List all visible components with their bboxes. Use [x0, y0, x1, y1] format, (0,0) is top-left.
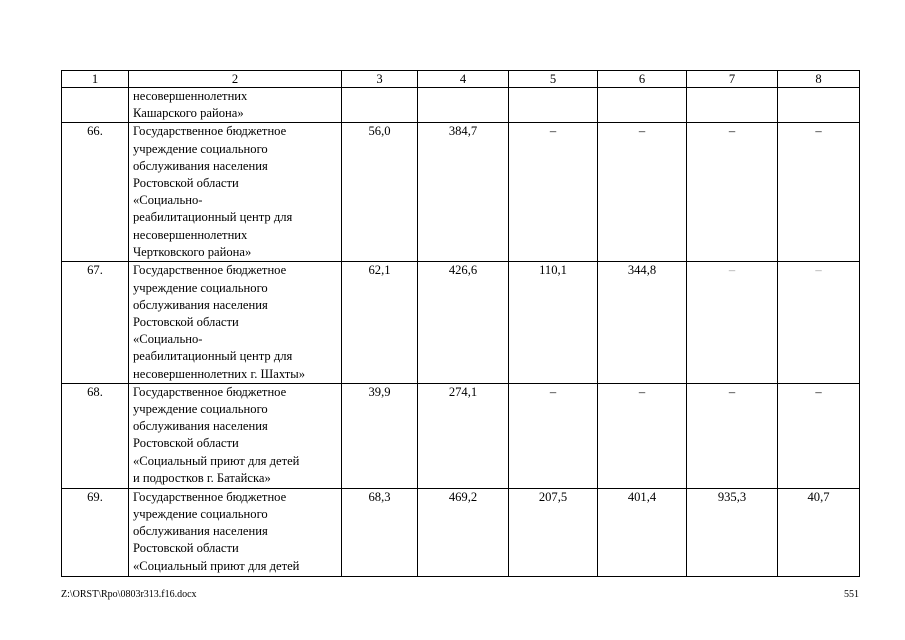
- name-line: Государственное бюджетное: [133, 489, 287, 504]
- value-col-3: 68,3: [342, 488, 418, 576]
- value-col-5: –: [509, 383, 598, 488]
- value-col-8: 40,7: [778, 488, 860, 576]
- value-col-4: 274,1: [418, 383, 509, 488]
- value-col-6: 344,8: [598, 262, 687, 383]
- data-table: [61, 70, 860, 577]
- name-line: несовершеннолетних: [133, 227, 248, 242]
- value-col-3: [342, 88, 418, 123]
- value-col-8: –: [778, 262, 860, 383]
- institution-name: [129, 262, 342, 383]
- name-line: обслуживания населения: [133, 419, 268, 434]
- table-header-row: [62, 71, 860, 88]
- name-line: обслуживания населения: [133, 158, 268, 173]
- name-line: Государственное бюджетное: [133, 124, 287, 139]
- name-line: учреждение социального: [133, 507, 268, 522]
- header-cell-1: 1: [62, 71, 129, 88]
- value-col-3: 39,9: [342, 383, 418, 488]
- header-cell-3: 3: [342, 71, 418, 88]
- institution-name: [129, 123, 342, 262]
- table-row-67: [62, 262, 860, 383]
- value-col-4: 469,2: [418, 488, 509, 576]
- name-line: Ростовской области: [133, 541, 239, 556]
- institution-name: [129, 88, 342, 123]
- value-col-3: 56,0: [342, 123, 418, 262]
- name-line: несовершеннолетних: [133, 89, 248, 103]
- row-number: 68.: [62, 383, 129, 488]
- table-row-68: [62, 383, 860, 488]
- value-col-6: –: [598, 123, 687, 262]
- value-col-7: –: [687, 123, 778, 262]
- header-cell-6: 6: [598, 71, 687, 88]
- institution-name: [129, 383, 342, 488]
- name-line: учреждение социального: [133, 280, 268, 295]
- name-line: «Социально-: [133, 332, 203, 347]
- name-line: Ростовской области: [133, 315, 239, 330]
- value-col-4: 384,7: [418, 123, 509, 262]
- name-line: и подростков г. Батайска»: [133, 470, 271, 485]
- value-col-5: 110,1: [509, 262, 598, 383]
- row-number: 69.: [62, 488, 129, 576]
- name-line: несовершеннолетних г. Шахты»: [133, 366, 306, 381]
- name-line: Кашарского района»: [133, 106, 244, 121]
- value-col-5: 207,5: [509, 488, 598, 576]
- value-col-4: 426,6: [418, 262, 509, 383]
- table-row-69: [62, 488, 860, 576]
- name-line: учреждение социального: [133, 141, 268, 156]
- name-line: учреждение социального: [133, 402, 268, 417]
- name-line: реабилитационный центр для: [133, 210, 293, 225]
- name-line: Государственное бюджетное: [133, 384, 287, 399]
- row-number: [62, 88, 129, 123]
- value-col-7: –: [687, 262, 778, 383]
- table-row-66: [62, 123, 860, 262]
- footer-page-number: 551: [844, 589, 859, 600]
- value-col-8: –: [778, 383, 860, 488]
- value-col-8: –: [778, 123, 860, 262]
- footer-file-path: Z:\ORST\Rpo\0803r313.f16.docx: [61, 589, 197, 600]
- name-line: «Социальный приют для детей: [133, 453, 300, 468]
- name-line: Чертковского района»: [133, 244, 252, 259]
- header-cell-4: 4: [418, 71, 509, 88]
- name-line: Ростовской области: [133, 176, 239, 191]
- table-row-continuation: [62, 88, 860, 123]
- value-col-5: –: [509, 123, 598, 262]
- header-cell-5: 5: [509, 71, 598, 88]
- value-col-8: [778, 88, 860, 123]
- value-col-5: [509, 88, 598, 123]
- value-col-7: 935,3: [687, 488, 778, 576]
- value-col-6: –: [598, 383, 687, 488]
- value-col-4: [418, 88, 509, 123]
- institution-name: [129, 488, 342, 576]
- name-line: «Социально-: [133, 193, 203, 208]
- header-cell-8: 8: [778, 71, 860, 88]
- row-number: 67.: [62, 262, 129, 383]
- name-line: Государственное бюджетное: [133, 263, 287, 278]
- header-cell-7: 7: [687, 71, 778, 88]
- name-line: обслуживания населения: [133, 524, 268, 539]
- value-col-6: 401,4: [598, 488, 687, 576]
- name-line: Ростовской области: [133, 436, 239, 451]
- value-col-7: –: [687, 383, 778, 488]
- header-cell-2: 2: [129, 71, 342, 88]
- value-col-6: [598, 88, 687, 123]
- value-col-3: 62,1: [342, 262, 418, 383]
- row-number: 66.: [62, 123, 129, 262]
- name-line: обслуживания населения: [133, 297, 268, 312]
- value-col-7: [687, 88, 778, 123]
- name-line: реабилитационный центр для: [133, 349, 293, 364]
- name-line: «Социальный приют для детей: [133, 558, 300, 573]
